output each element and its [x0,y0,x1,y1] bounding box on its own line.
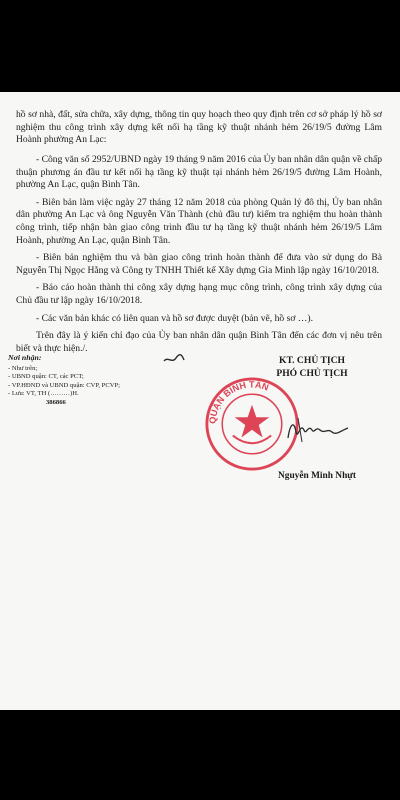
reference-item: - Biên bản nghiệm thu và bàn giao công trình hoàn thành để đưa vào sử dụng do Bà Nguyễn Thị Ngọc Hằng và Công ty TNHH Thiết kế Xây dựng Gia Minh lập ngày 16/10/2018. [16,252,382,276]
signature-block [207,354,396,481]
handwritten-signature-icon [284,412,364,446]
recipient-line: - UBND quận: CT, các PCT; [8,373,84,381]
reference-item: - Công văn số 2952/UBND ngày 19 tháng 9 năm 2016 của Ủy ban nhân dân quận về chấp thuận phương án đầu tư kết nối hạ tầng kỹ thuật tại nhánh hẻm 26/19/5 đường Lâm Hoành, phường An Lạc, quận Bình Tân. [16,154,382,191]
recipients-block [8,354,178,408]
signature-subtitle: PHÓ CHỦ TỊCH [276,368,348,379]
recipient-line: - Lưu: VT, TH (………)H. [8,390,79,398]
recipient-line: - VP.HĐND và UBND quận: CVP, PCVP; [8,381,120,389]
signature-title: KT. CHỦ TỊCH [278,355,345,366]
signer-name: Nguyễn Minh Nhựt [278,471,357,481]
closing-paragraph: Trên đây là ý kiến chỉ đạo của Ủy ban nhân dân quận Bình Tân đến các đơn vị nêu trên biết và thực hiện./. [16,330,382,354]
reference-item: - Biên bản làm việc ngày 27 tháng 12 năm 2018 của phòng Quản lý đô thị, Ủy ban nhân dân phường An Lạc và ông Nguyễn Văn Thành (chủ đầu tư) kiểm tra nghiệm thu hoàn thành công trình, tiếp nhận bàn giao công trình đầu tư hạ tầng kỹ thuật nhánh hẻm 26/19/5 Lâm Hoành, phường An Lạc, quận Bình Tân. [16,196,382,246]
recipient-line: - Như trên; [8,364,38,372]
seal-text: QUẬN BÌNH TÂN [207,379,271,425]
reference-item: - Các văn bản khác có liên quan và hồ sơ được duyệt (bản vẽ, hồ sơ …). [36,312,313,324]
recipients-title: Nơi nhận: [8,353,42,362]
reference-list [16,154,382,365]
reference-item: - Báo cáo hoàn thành thi công xây dựng hạng mục công trình, công trình xây dựng của Chủ đầu tư lập ngày 16/10/2018. [16,282,382,306]
intro-paragraph: hồ sơ nhà, đất, sửa chữa, xây dựng, thông tin quy hoạch theo quy định trên cơ sở pháp lý hồ sơ nghiệm thu công trình xây dựng kết nối hạ tầng kỹ thuật nhánh hẻm 26/19/5 đường Lâm Hoành phường An Lạc: [16,109,382,146]
document-code: 386866 [46,398,66,406]
check-mark-icon [162,352,186,366]
document-page [0,92,400,710]
